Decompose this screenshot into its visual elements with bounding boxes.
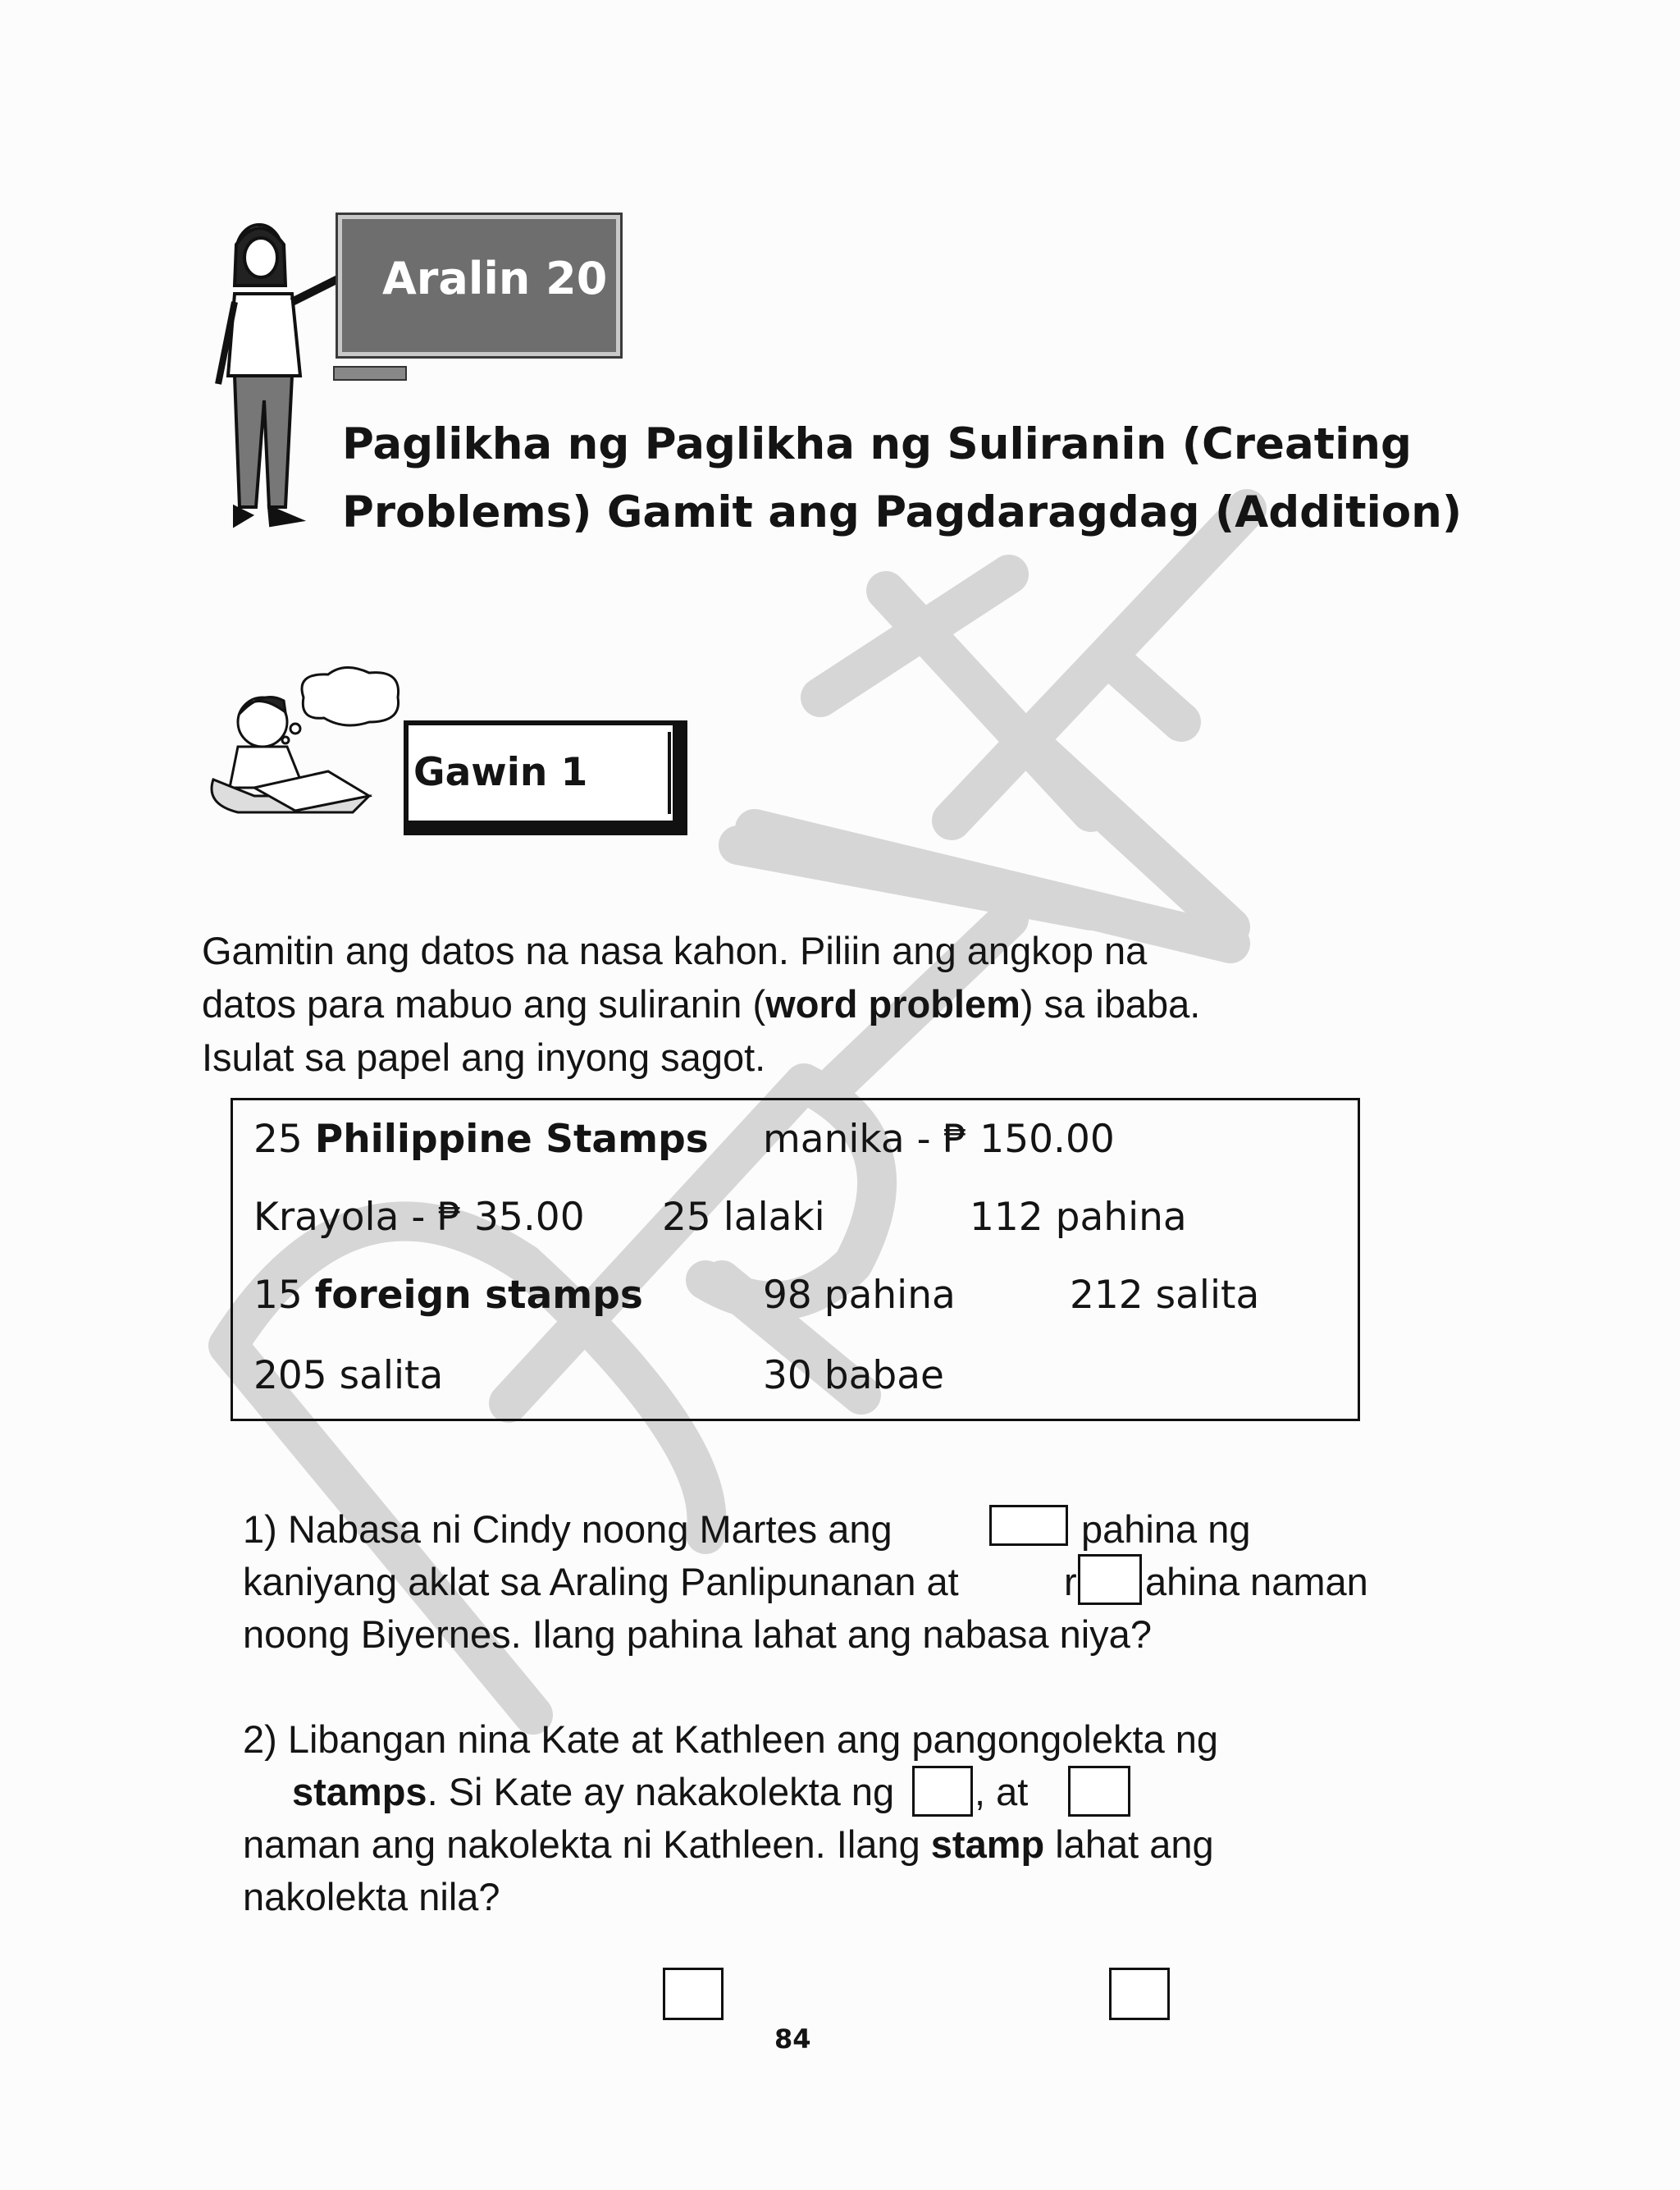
datum-foreign-stamps: 15 foreign stamps: [253, 1273, 643, 1318]
datum-205-salita: 205 salita: [253, 1353, 444, 1398]
datum-philippine-stamps: 25 Philippine Stamps: [253, 1117, 709, 1162]
datum-212-salita: 212 salita: [1070, 1273, 1260, 1318]
datum-babae: 30 babae: [763, 1353, 944, 1398]
stamps-term: stamps: [292, 1770, 427, 1813]
answer-box-left[interactable]: [663, 1968, 724, 2020]
problem2-blank2[interactable]: [1068, 1766, 1130, 1817]
datum-lalaki: 25 lalaki: [662, 1195, 825, 1240]
problem1-line2-hidden-letter: r: [1064, 1560, 1077, 1603]
word-problem-term: word problem: [765, 982, 1020, 1026]
problem2-line3: naman ang nakolekta ni Kathleen. Ilang stamp lahat ang: [243, 1822, 1214, 1866]
problem2-line4: nakolekta nila?: [243, 1875, 500, 1918]
problem1-line2-end: ahina naman: [1145, 1560, 1368, 1603]
instructions-line2: datos para mabuo ang suliranin (word problem) sa ibaba.: [202, 982, 1201, 1026]
problem2-blank1[interactable]: [912, 1766, 973, 1817]
lesson-title-line2: Problems) Gamit ang Pagdaragdag (Addition): [342, 487, 1463, 537]
problem1-line2: kaniyang aklat sa Araling Panlipunanan at: [243, 1560, 959, 1603]
datum-krayola: Krayola - ₱ 35.00: [253, 1195, 585, 1240]
problem2-line2: stamps. Si Kate ay nakakolekta ng: [292, 1770, 895, 1813]
stamp-term: stamp: [930, 1822, 1045, 1866]
activity-label: Gawin 1: [413, 750, 588, 795]
problem2-line2-at: , at: [975, 1770, 1029, 1813]
data-box: [231, 1098, 1360, 1421]
lesson-number: Aralin 20: [382, 253, 608, 304]
lesson-title: [342, 410, 1462, 546]
thinking-student-illustration: [205, 665, 410, 837]
problem2-line1: 2) Libangan nina Kate at Kathleen ang pangongolekta ng: [243, 1717, 1219, 1761]
chalkboard-ledge: [333, 366, 407, 381]
problem1-blank2[interactable]: [1078, 1554, 1142, 1605]
problem1-line1: 1) Nabasa ni Cindy noong Martes ang: [243, 1507, 892, 1551]
lesson-title-line1: Paglikha ng Paglikha ng Suliranin (Creating: [342, 419, 1412, 469]
datum-112-pahina: 112 pahina: [970, 1195, 1187, 1240]
problem1-line1-end: pahina ng: [1081, 1507, 1251, 1551]
problem1-line3: noong Biyernes. Ilang pahina lahat ang nabasa niya?: [243, 1612, 1152, 1656]
problem1-blank1[interactable]: [989, 1505, 1068, 1546]
answer-box-right[interactable]: [1109, 1968, 1170, 2020]
datum-manika: manika - ₱ 150.00: [763, 1117, 1115, 1162]
instructions-line3: Isulat sa papel ang inyong sagot.: [202, 1036, 766, 1079]
instructions: [202, 924, 1200, 1084]
page-number: 84: [774, 2023, 811, 2055]
instructions-line1: Gamitin ang datos na nasa kahon. Piliin ang angkop na: [202, 929, 1148, 972]
datum-98-pahina: 98 pahina: [763, 1273, 956, 1318]
